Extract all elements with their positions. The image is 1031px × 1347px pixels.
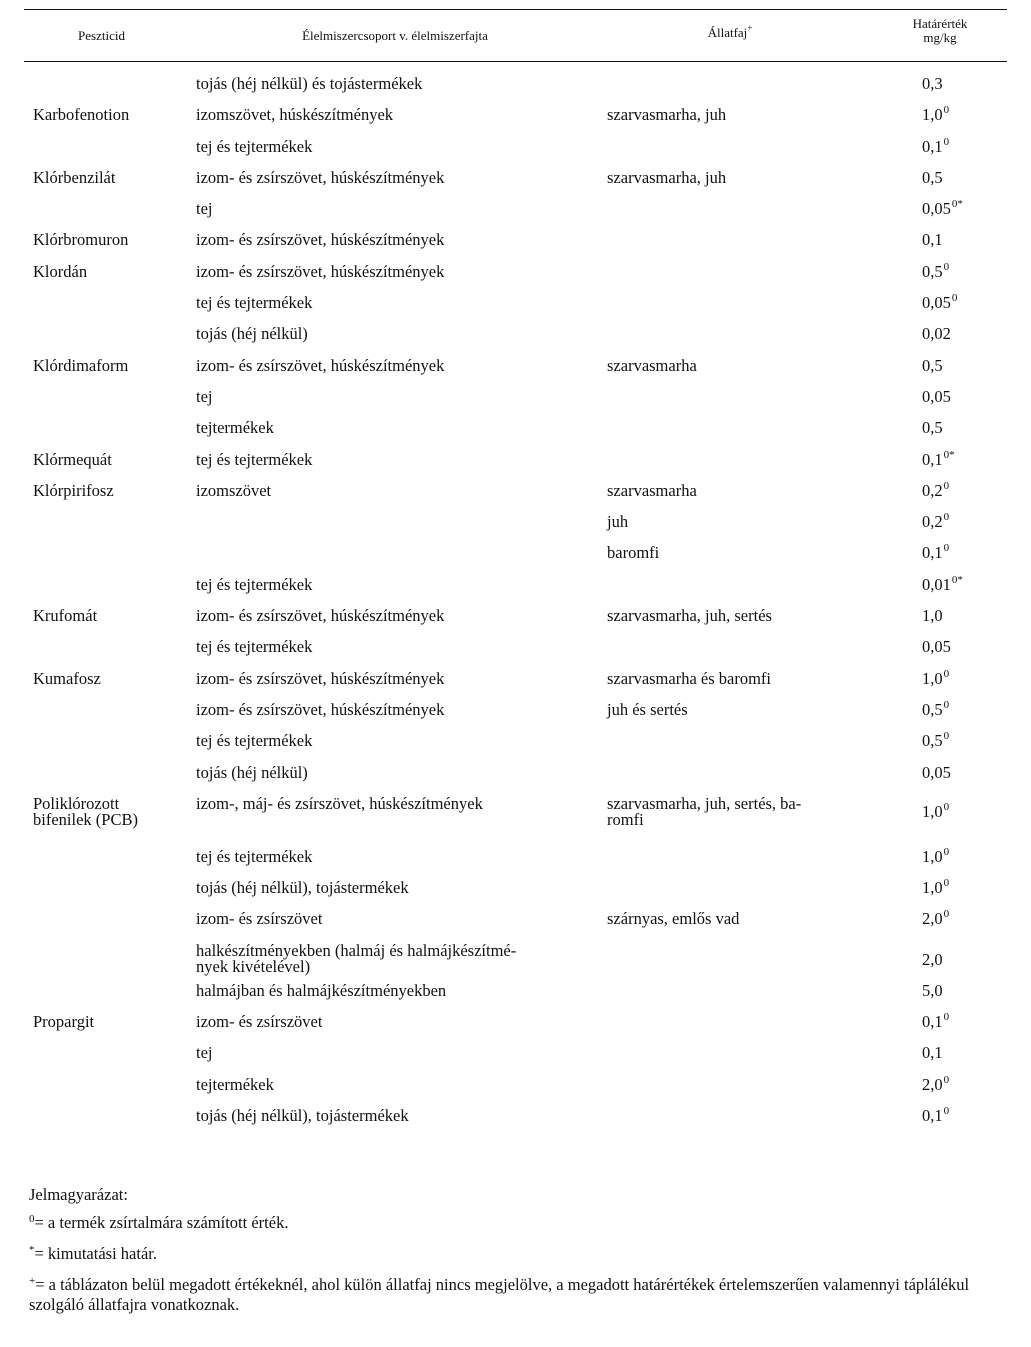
cell-limit-value <box>922 420 1012 438</box>
limit-value: 0,5 <box>922 699 943 719</box>
cell-limit-value <box>922 667 1012 689</box>
cell-food-group: izom- és zsírszövet <box>196 1012 323 1032</box>
limit-value: 5,0 <box>922 980 943 1000</box>
limit-value: 0,5 <box>922 261 943 281</box>
table-row <box>0 569 1031 600</box>
cell-food-group: tojás (héj nélkül) <box>196 762 308 782</box>
cell-limit-value <box>922 639 1012 657</box>
table-row <box>0 788 1031 841</box>
legend-text: = a táblázaton belül megadott értékeknél, ahol külön állatfaj nincs megjelölve, a megadott határértékek értelemszerűen valamennyi táplálékul szolgáló állatfajra vonatkoznak. <box>29 1275 970 1314</box>
limit-value: 0,2 <box>922 512 943 532</box>
cell-food-group: izom- és zsírszövet, húskészítmények <box>196 355 445 375</box>
limit-mark: 0 <box>951 292 958 305</box>
cell-limit-value <box>922 730 1012 751</box>
table-row <box>0 757 1031 788</box>
legend-symbol: + <box>29 1275 36 1287</box>
cell-limit-value <box>922 1045 1012 1063</box>
legend <box>29 1186 1004 1324</box>
cell-limit-value <box>922 1104 1012 1126</box>
limit-value: 0,1 <box>922 136 943 156</box>
cell-animal: szárnyas, emlős vad <box>607 909 740 929</box>
limit-value: 0,05 <box>922 762 951 782</box>
cell-pesticide: Klórpirifosz <box>33 480 114 500</box>
table-top-rule <box>24 9 1007 10</box>
cell-food-group: izom-, máj- és zsírszövet, húskészítmények <box>196 793 483 813</box>
table-row <box>0 506 1031 537</box>
cell-pesticide: Klórbenzilát <box>33 167 116 187</box>
cell-food-group: tojás (héj nélkül) és tojástermékek <box>196 74 423 93</box>
cell-food-group: tejtermékek <box>196 1074 274 1094</box>
cell-food-group: izom- és zsírszövet, húskészítmények <box>196 699 445 719</box>
limit-value: 0,05 <box>922 637 951 657</box>
legend-item-detection-limit <box>29 1245 1004 1265</box>
table-row <box>0 537 1031 568</box>
cell-limit-value <box>922 198 1012 219</box>
limit-mark: 0 <box>943 800 950 813</box>
limit-mark: 0 <box>943 1011 950 1024</box>
limit-value: 1,0 <box>922 668 943 688</box>
cell-limit-value <box>922 167 1012 188</box>
legend-title: Jelmagyarázat: <box>29 1185 128 1204</box>
limit-value: 0,5 <box>922 167 943 187</box>
limit-value: 0,3 <box>922 74 943 93</box>
limit-value: 0,5 <box>922 731 943 751</box>
table-row <box>0 475 1031 506</box>
cell-food-group: izom- és zsírszövet, húskészítmények <box>196 606 445 626</box>
legend-text: = kimutatási határ. <box>34 1244 157 1263</box>
table-row <box>0 224 1031 255</box>
cell-animal: szarvasmarha és baromfi <box>607 668 772 688</box>
cell-animal: szarvasmarha <box>607 355 697 375</box>
cell-limit-value <box>922 1011 1012 1032</box>
cell-food-group: tej és tejtermékek <box>196 449 313 469</box>
limit-value: 1,0 <box>922 801 943 821</box>
table-row <box>0 1037 1031 1068</box>
limit-value: 0,1 <box>922 1105 943 1125</box>
limit-mark: 0 <box>943 511 950 524</box>
cell-food-group: halmájban és halmájkészítményekben <box>196 980 447 1000</box>
limit-mark: 0* <box>951 573 963 586</box>
limit-value: 1,0 <box>922 105 943 125</box>
limit-value: 0,02 <box>922 324 951 344</box>
cell-limit-value <box>922 386 1012 407</box>
table-row <box>0 68 1031 99</box>
limit-mark: 0 <box>943 135 950 148</box>
table-row <box>0 631 1031 662</box>
limit-value: 2,0 <box>922 1074 943 1094</box>
limit-value: 0,1 <box>922 230 943 250</box>
table-row <box>0 872 1031 903</box>
header-limit-line1: Határérték <box>912 16 968 31</box>
cell-limit-value <box>922 877 1012 898</box>
limit-value: 0,01 <box>922 574 951 594</box>
cell-food-group: tej és tejtermékek <box>196 846 313 866</box>
limit-mark: 0 <box>943 1104 950 1117</box>
legend-text: = a termék zsírtalmára számított érték. <box>34 1213 289 1232</box>
limit-mark: 0* <box>943 448 955 461</box>
table-row <box>0 725 1031 756</box>
table-row <box>0 1100 1031 1131</box>
table-row <box>0 256 1031 287</box>
cell-limit-value <box>922 448 1012 470</box>
limit-value: 0,1 <box>922 543 943 563</box>
limit-mark: 0 <box>943 260 950 273</box>
cell-food-group: tej <box>196 386 213 406</box>
limit-value: 0,1 <box>922 1012 943 1032</box>
cell-food-group: tej és tejtermékek <box>196 293 313 313</box>
table-row <box>0 975 1031 1006</box>
limit-value: 1,0 <box>922 878 943 898</box>
limit-mark: 0 <box>943 479 950 492</box>
cell-pesticide: Kumafosz <box>33 668 101 688</box>
cell-food-group: tej és tejtermékek <box>196 136 313 156</box>
limit-value: 0,1 <box>922 1043 943 1063</box>
limit-value: 0,05 <box>922 293 951 313</box>
cell-pesticide: Krufomát <box>33 606 98 626</box>
table-row <box>0 287 1031 318</box>
limit-mark: 0 <box>943 667 950 680</box>
table-row <box>0 694 1031 725</box>
header-pesticide: Peszticid <box>78 28 125 43</box>
table-row <box>0 1006 1031 1037</box>
header-food-group: Élelmiszercsoport v. élelmiszerfajta <box>302 28 488 43</box>
table-row <box>0 600 1031 631</box>
cell-limit-value <box>922 260 1012 282</box>
cell-limit-value <box>922 845 1012 867</box>
limit-value: 0,1 <box>922 449 943 469</box>
limit-value: 0,5 <box>922 418 943 438</box>
limit-mark: 0 <box>943 845 950 858</box>
cell-food-group: tej és tejtermékek <box>196 637 313 657</box>
cell-food-group: tej és tejtermékek <box>196 574 313 594</box>
cell-food-group: izom- és zsírszövet, húskészítmények <box>196 668 445 688</box>
cell-limit-value <box>922 355 1012 376</box>
table-row <box>0 131 1031 162</box>
limit-value: 0,5 <box>922 355 943 375</box>
cell-limit-value <box>922 762 1012 783</box>
cell-pesticide: Klordán <box>33 261 88 281</box>
table-row <box>0 318 1031 349</box>
cell-food-group: halkészítményekben (halmáj és halmájkészítmé- nyek kivételével) <box>196 940 517 976</box>
cell-limit-value <box>922 980 1012 1001</box>
limit-mark: 0 <box>943 877 950 890</box>
cell-limit-value <box>922 698 1012 720</box>
cell-limit-value <box>922 135 1012 157</box>
table-row <box>0 350 1031 381</box>
limit-value: 0,05 <box>922 199 951 219</box>
cell-food-group: izom- és zsírszövet, húskészítmények <box>196 167 445 187</box>
cell-pesticide: Klórbromuron <box>33 230 129 250</box>
table-row <box>0 1069 1031 1100</box>
table-row <box>0 99 1031 130</box>
limit-value: 1,0 <box>922 606 943 626</box>
cell-animal: szarvasmarha, juh, sertés, ba- romfi <box>607 793 802 829</box>
header-animal-label: Állatfaj <box>707 25 748 40</box>
limit-value: 0,05 <box>922 386 951 406</box>
cell-food-group: izom- és zsírszövet, húskészítmények <box>196 261 445 281</box>
limit-mark: 0* <box>951 198 963 211</box>
limit-mark: 0 <box>943 104 950 117</box>
legend-symbol: * <box>29 1244 35 1256</box>
cell-limit-value <box>922 908 1012 929</box>
cell-food-group: tojás (héj nélkül) <box>196 324 308 344</box>
cell-limit-value <box>922 479 1012 501</box>
limit-mark: 0 <box>943 698 950 711</box>
cell-animal: baromfi <box>607 543 660 563</box>
cell-food-group: izomszövet <box>196 480 272 500</box>
cell-food-group: izomszövet, húskészítmények <box>196 105 394 125</box>
cell-pesticide: Klórdimaform <box>33 355 129 375</box>
cell-limit-value <box>922 1073 1012 1095</box>
table-row <box>0 444 1031 475</box>
table-row <box>0 412 1031 443</box>
header-limit-line2: mg/kg <box>923 30 957 45</box>
cell-food-group: tojás (héj nélkül), tojástermékek <box>196 878 409 898</box>
cell-limit-value <box>922 511 1012 532</box>
table-row <box>0 935 1031 975</box>
cell-limit-value <box>922 542 1012 563</box>
cell-food-group: izom- és zsírszövet, húskészítmények <box>196 230 445 250</box>
legend-item-fat-basis <box>29 1214 1004 1234</box>
cell-food-group: tej <box>196 1043 213 1063</box>
cell-food-group: tojás (héj nélkül), tojástermékek <box>196 1105 409 1125</box>
header-animal-mark: + <box>747 23 753 33</box>
table-row <box>0 381 1031 412</box>
table-row <box>0 162 1031 193</box>
limit-value: 0,2 <box>922 480 943 500</box>
table-header-rule <box>24 61 1007 62</box>
limit-mark: 0 <box>943 730 950 743</box>
cell-food-group: tej és tejtermékek <box>196 731 313 751</box>
limit-value: 2,0 <box>922 949 943 969</box>
cell-food-group: izom- és zsírszövet <box>196 909 323 929</box>
cell-limit-value <box>922 104 1012 125</box>
legend-item-all-species <box>29 1276 1004 1313</box>
cell-pesticide: Poliklórozott bifenilek (PCB) <box>33 793 138 829</box>
cell-limit-value <box>922 949 1012 970</box>
legend-symbol: 0 <box>29 1213 35 1225</box>
limit-value: 1,0 <box>922 846 943 866</box>
table-row <box>0 663 1031 694</box>
cell-animal: szarvasmarha <box>607 480 697 500</box>
cell-pesticide: Propargit <box>33 1012 95 1032</box>
table-row <box>0 903 1031 934</box>
header-limit <box>885 17 995 45</box>
cell-limit-value <box>922 232 1012 250</box>
limit-mark: 0 <box>943 1073 950 1086</box>
limit-value: 2,0 <box>922 909 943 929</box>
table-row <box>0 193 1031 224</box>
cell-animal: szarvasmarha, juh <box>607 167 727 187</box>
cell-pesticide: Klórmequát <box>33 449 112 469</box>
cell-animal: szarvasmarha, juh, sertés <box>607 606 772 626</box>
table-row <box>0 841 1031 872</box>
cell-limit-value <box>922 800 1012 822</box>
header-animal <box>600 23 860 40</box>
limit-mark: 0 <box>943 542 950 555</box>
cell-limit-value <box>922 76 1012 94</box>
cell-animal: juh <box>607 512 629 532</box>
cell-limit-value <box>922 326 1012 344</box>
cell-food-group: tejtermékek <box>196 418 274 438</box>
cell-pesticide: Karbofenotion <box>33 105 130 125</box>
cell-limit-value <box>922 573 1012 595</box>
cell-animal: juh és sertés <box>607 699 688 719</box>
table-body <box>0 68 1031 1131</box>
cell-food-group: tej <box>196 199 213 219</box>
cell-limit-value <box>922 608 1012 626</box>
limit-mark: 0 <box>943 908 950 921</box>
cell-animal: szarvasmarha, juh <box>607 105 727 125</box>
cell-limit-value <box>922 292 1012 313</box>
